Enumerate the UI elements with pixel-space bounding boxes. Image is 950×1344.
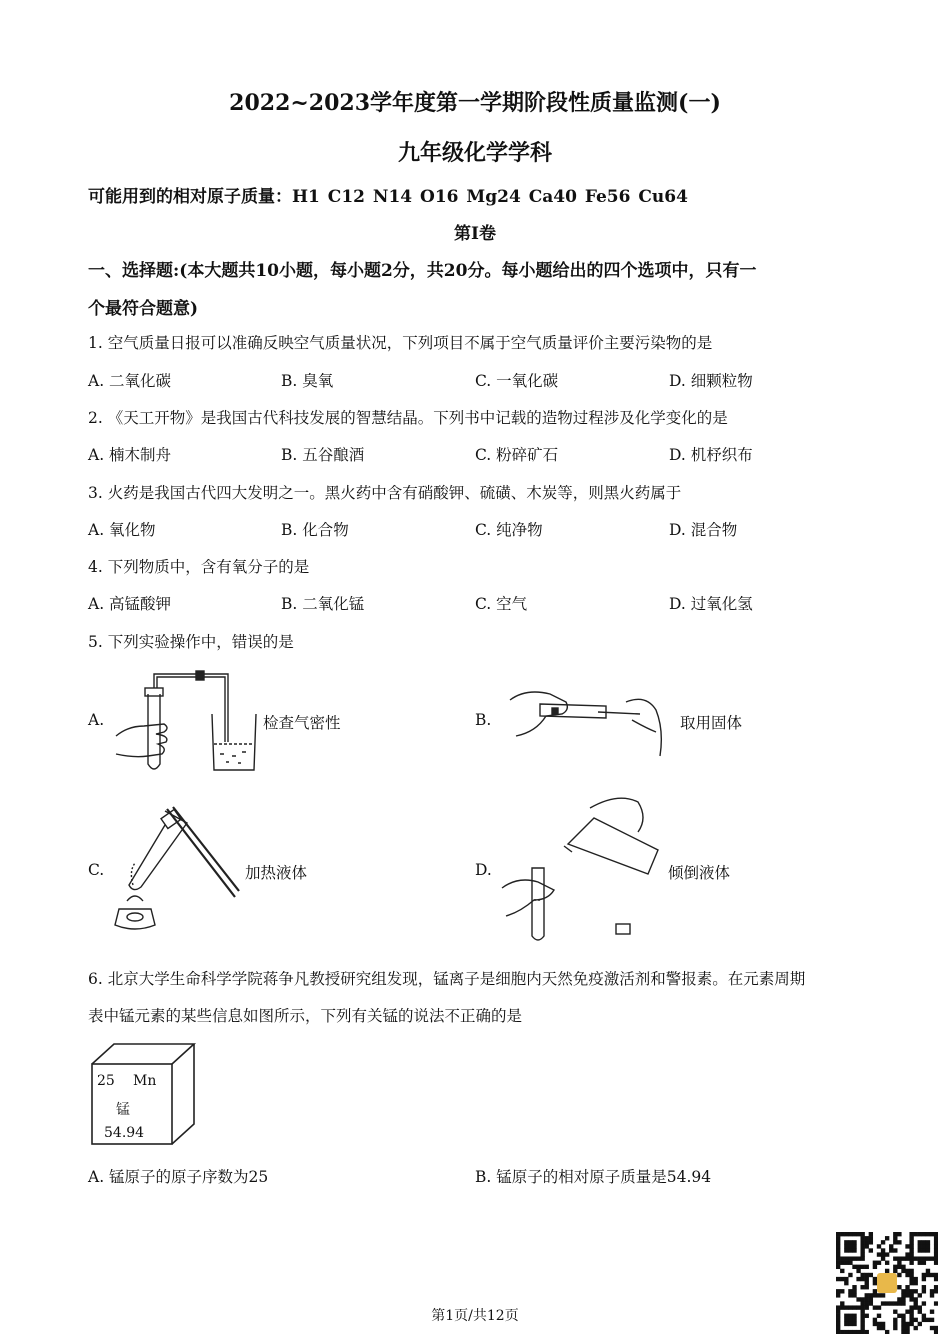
qr-module — [877, 1252, 881, 1256]
qr-module — [934, 1277, 938, 1281]
qr-module — [930, 1326, 934, 1330]
qr-module — [856, 1297, 860, 1301]
qr-module — [922, 1277, 926, 1281]
question-2-option-a: A. 楠木制舟 — [88, 446, 172, 464]
qr-module — [926, 1256, 930, 1260]
qr-module — [934, 1236, 938, 1240]
qr-module — [905, 1273, 909, 1277]
qr-module — [909, 1277, 913, 1281]
qr-module — [844, 1261, 848, 1265]
qr-module — [836, 1252, 840, 1256]
question-2-option-d: D. 机杼织布 — [669, 446, 753, 464]
qr-module — [840, 1256, 844, 1260]
qr-module — [909, 1261, 913, 1265]
qr-module — [860, 1297, 864, 1301]
qr-module — [897, 1256, 901, 1260]
question-5-stem: 5. 下列实验操作中，错误的是 — [88, 633, 294, 651]
qr-module — [860, 1277, 864, 1281]
qr-module — [893, 1240, 897, 1244]
qr-module — [860, 1252, 864, 1256]
section-heading-line2: 个最符合题意) — [88, 299, 199, 319]
qr-module — [909, 1248, 913, 1252]
qr-module — [901, 1297, 905, 1301]
qr-module — [889, 1244, 893, 1248]
qr-module — [922, 1248, 926, 1252]
qr-module — [934, 1261, 938, 1265]
qr-module — [844, 1232, 848, 1236]
qr-module — [873, 1277, 877, 1281]
question-5-option-a-caption: 检查气密性 — [263, 714, 341, 732]
qr-module — [922, 1256, 926, 1260]
qr-module — [901, 1326, 905, 1330]
qr-module — [909, 1293, 913, 1297]
qr-module — [909, 1281, 913, 1285]
qr-module — [914, 1281, 918, 1285]
question-5-option-a-letter: A. — [88, 711, 105, 729]
qr-module — [905, 1330, 909, 1334]
qr-module — [885, 1236, 889, 1240]
qr-module — [860, 1232, 864, 1236]
qr-module — [860, 1244, 864, 1248]
qr-module — [914, 1277, 918, 1281]
qr-module — [909, 1252, 913, 1256]
qr-module — [836, 1289, 840, 1293]
qr-module — [905, 1244, 909, 1248]
question-5-option-d-letter: D. — [475, 861, 492, 879]
qr-module — [840, 1289, 844, 1293]
question-3-option-c: C. 纯净物 — [475, 521, 543, 539]
qr-module — [881, 1293, 885, 1297]
question-4-option-b: B. 二氧化锰 — [281, 595, 365, 613]
qr-module — [852, 1293, 856, 1297]
qr-module — [844, 1240, 848, 1244]
qr-module — [893, 1265, 897, 1269]
question-1-option-b: B. 臭氧 — [281, 372, 334, 390]
qr-module — [865, 1240, 869, 1244]
question-4-stem: 4. 下列物质中，含有氧分子的是 — [88, 558, 310, 576]
qr-module — [856, 1277, 860, 1281]
qr-module — [852, 1240, 856, 1244]
qr-module — [905, 1326, 909, 1330]
page-number: 第1页/共12页 — [431, 1308, 519, 1324]
qr-module — [865, 1293, 869, 1297]
section-heading-line1: 一、选择题:(本大题共10小题，每小题2分，共20分。每小题给出的四个选项中，只有一 — [88, 261, 757, 281]
question-4-option-a: A. 高锰酸钾 — [88, 595, 172, 613]
qr-module — [885, 1252, 889, 1256]
qr-module — [844, 1244, 848, 1248]
qr-module — [869, 1240, 873, 1244]
exam-title: 2022~2023学年度第一学期阶段性质量监测(一) — [229, 90, 721, 116]
qr-module — [873, 1281, 877, 1285]
question-6-option-b: B. 锰原子的相对原子质量是54.94 — [475, 1168, 712, 1186]
qr-module — [848, 1232, 852, 1236]
question-5-option-c-caption: 加热液体 — [245, 864, 308, 882]
qr-module — [865, 1330, 869, 1334]
qr-module — [836, 1261, 840, 1265]
qr-module — [893, 1236, 897, 1240]
qr-module — [869, 1297, 873, 1301]
question-2-stem: 2. 《天工开物》是我国古代科技发展的智慧结晶。下列书中记载的造物过程涉及化学变化的是 — [88, 409, 728, 427]
qr-module — [914, 1256, 918, 1260]
qr-module — [901, 1289, 905, 1293]
qr-module — [909, 1244, 913, 1248]
qr-module — [909, 1256, 913, 1260]
qr-module — [852, 1256, 856, 1260]
qr-module — [909, 1269, 913, 1273]
qr-module — [877, 1293, 881, 1297]
qr-module — [918, 1248, 922, 1252]
qr-module — [909, 1240, 913, 1244]
qr-module — [865, 1277, 869, 1281]
qr-module — [852, 1248, 856, 1252]
qr-module — [865, 1244, 869, 1248]
qr-module — [856, 1232, 860, 1236]
qr-module — [885, 1261, 889, 1265]
qr-module — [860, 1326, 864, 1330]
qr-module — [873, 1293, 877, 1297]
qr-module — [897, 1232, 901, 1236]
qr-module — [836, 1248, 840, 1252]
question-1-stem: 1. 空气质量日报可以准确反映空气质量状况，下列项目不属于空气质量评价主要污染物的是 — [88, 334, 713, 352]
question-1-option-c: C. 一氧化碳 — [475, 372, 559, 390]
qr-module — [926, 1244, 930, 1248]
qr-module — [860, 1236, 864, 1240]
qr-module — [881, 1326, 885, 1330]
qr-module — [926, 1269, 930, 1273]
qr-module — [914, 1297, 918, 1301]
qr-module — [901, 1256, 905, 1260]
qr-module — [869, 1273, 873, 1277]
qr-module — [848, 1289, 852, 1293]
qr-module — [840, 1261, 844, 1265]
qr-module — [881, 1256, 885, 1260]
qr-module — [934, 1252, 938, 1256]
qr-module — [901, 1265, 905, 1269]
qr-module — [893, 1232, 897, 1236]
qr-module — [844, 1256, 848, 1260]
qr-module — [836, 1330, 840, 1334]
qr-module — [881, 1240, 885, 1244]
qr-module — [926, 1232, 930, 1236]
qr-module — [840, 1277, 844, 1281]
qr-module — [848, 1330, 852, 1334]
question-4-option-c: C. 空气 — [475, 595, 528, 613]
qr-module — [865, 1285, 869, 1289]
qr-module — [926, 1248, 930, 1252]
qr-module — [901, 1330, 905, 1334]
question-4-option-d: D. 过氧化氢 — [669, 595, 753, 613]
qr-module — [856, 1269, 860, 1273]
question-5-option-d-caption: 倾倒液体 — [668, 864, 731, 882]
qr-module — [930, 1293, 934, 1297]
question-3-option-a: A. 氧化物 — [88, 521, 156, 539]
qr-module — [873, 1265, 877, 1269]
qr-module — [852, 1244, 856, 1248]
heat-liquid-illustration — [105, 805, 240, 933]
qr-module — [848, 1248, 852, 1252]
question-2-option-c: C. 粉碎矿石 — [475, 446, 559, 464]
qr-module — [844, 1330, 848, 1334]
qr-module — [934, 1256, 938, 1260]
qr-module — [918, 1293, 922, 1297]
qr-module — [852, 1265, 856, 1269]
qr-module — [905, 1285, 909, 1289]
qr-module — [934, 1232, 938, 1236]
question-6-stem-line1: 6. 北京大学生命科学学院蒋争凡教授研究组发现，锰离子是细胞内天然免疫激活剂和警报素。在元素周期 — [88, 970, 806, 988]
element-atomic-mass: 54.94 — [104, 1125, 145, 1141]
question-1-option-a: A. 二氧化碳 — [88, 372, 172, 390]
qr-module — [852, 1289, 856, 1293]
qr-module — [893, 1248, 897, 1252]
qr-module — [836, 1326, 840, 1330]
qr-module — [914, 1289, 918, 1293]
qr-module — [856, 1256, 860, 1260]
qr-module — [865, 1281, 869, 1285]
qr-module — [897, 1261, 901, 1265]
qr-module — [905, 1269, 909, 1273]
question-3-stem: 3. 火药是我国古代四大发明之一。黑火药中含有硝酸钾、硫磺、木炭等，则黑火药属于 — [88, 484, 682, 502]
qr-module — [873, 1289, 877, 1293]
question-6-option-a: A. 锰原子的原子序数为25 — [88, 1168, 269, 1186]
qr-module — [836, 1244, 840, 1248]
qr-module — [897, 1273, 901, 1277]
qr-module — [934, 1244, 938, 1248]
qr-module — [869, 1236, 873, 1240]
qr-module — [877, 1326, 881, 1330]
qr-module — [860, 1330, 864, 1334]
qr-module — [901, 1269, 905, 1273]
atomic-masses: 可能用到的相对原子质量：H1 C12 N14 O16 Mg24 Ca40 Fe56 Cu64 — [88, 187, 688, 207]
qr-module — [836, 1277, 840, 1281]
qr-module — [860, 1256, 864, 1260]
qr-module — [860, 1240, 864, 1244]
qr-module — [840, 1330, 844, 1334]
qr-module — [860, 1265, 864, 1269]
qr-module — [865, 1297, 869, 1301]
question-3-option-d: D. 混合物 — [669, 521, 738, 539]
qr-module — [905, 1252, 909, 1256]
volume-label: 第I卷 — [454, 224, 496, 244]
qr-module — [922, 1285, 926, 1289]
qr-module — [922, 1273, 926, 1277]
question-3-option-b: B. 化合物 — [281, 521, 349, 539]
qr-module — [909, 1236, 913, 1240]
qr-module — [836, 1236, 840, 1240]
qr-module — [840, 1232, 844, 1236]
qr-module — [836, 1265, 840, 1269]
element-atomic-number: 25 — [97, 1073, 115, 1089]
qr-module — [922, 1240, 926, 1244]
qr-module — [865, 1265, 869, 1269]
qr-module — [869, 1248, 873, 1252]
qr-module — [889, 1248, 893, 1252]
qr-module — [860, 1248, 864, 1252]
question-5-option-c-letter: C. — [88, 861, 105, 879]
qr-module — [897, 1265, 901, 1269]
qr-module — [848, 1293, 852, 1297]
qr-module — [865, 1273, 869, 1277]
qr-module — [836, 1293, 840, 1297]
qr-module — [934, 1285, 938, 1289]
qr-module — [905, 1289, 909, 1293]
qr-module — [856, 1265, 860, 1269]
qr-module — [865, 1236, 869, 1240]
take-solid-illustration — [506, 680, 671, 762]
qr-module — [914, 1232, 918, 1236]
qr-module — [918, 1240, 922, 1244]
qr-module — [893, 1256, 897, 1260]
qr-module — [934, 1248, 938, 1252]
qr-module — [860, 1285, 864, 1289]
qr-module — [873, 1261, 877, 1265]
qr-module — [897, 1297, 901, 1301]
qr-module — [848, 1256, 852, 1260]
qr-module — [852, 1232, 856, 1236]
qr-module — [885, 1269, 889, 1273]
qr-module — [840, 1269, 844, 1273]
question-2-option-b: B. 五谷酿酒 — [281, 446, 365, 464]
qr-module — [852, 1285, 856, 1289]
qr-module — [926, 1240, 930, 1244]
qr-module — [869, 1232, 873, 1236]
qr-module — [848, 1240, 852, 1244]
qr-module — [926, 1273, 930, 1277]
qr-module — [897, 1285, 901, 1289]
qr-module — [844, 1277, 848, 1281]
qr-module — [877, 1261, 881, 1265]
qr-module — [905, 1256, 909, 1260]
qr-module — [909, 1273, 913, 1277]
qr-module — [922, 1244, 926, 1248]
airtightness-check-illustration — [108, 664, 258, 776]
qr-module — [930, 1256, 934, 1260]
qr-module — [885, 1330, 889, 1334]
question-5-option-b-caption: 取用固体 — [680, 714, 743, 732]
qr-module — [918, 1261, 922, 1265]
qr-module — [922, 1289, 926, 1293]
qr-module — [905, 1293, 909, 1297]
qr-module — [909, 1232, 913, 1236]
qr-module — [922, 1232, 926, 1236]
qr-center-logo — [877, 1273, 897, 1293]
qr-module — [881, 1248, 885, 1252]
qr-module — [860, 1273, 864, 1277]
qr-module — [897, 1240, 901, 1244]
pour-liquid-illustration — [498, 788, 663, 950]
qr-module — [930, 1289, 934, 1293]
qr-module — [930, 1273, 934, 1277]
qr-module — [918, 1244, 922, 1248]
qr-module — [893, 1326, 897, 1330]
qr-module — [914, 1326, 918, 1330]
qr-module — [909, 1289, 913, 1293]
qr-module — [836, 1256, 840, 1260]
qr-module — [881, 1252, 885, 1256]
qr-module — [901, 1293, 905, 1297]
question-6-stem-line2: 表中锰元素的某些信息如图所示，下列有关锰的说法不正确的是 — [88, 1007, 523, 1025]
qr-module — [909, 1297, 913, 1301]
qr-module — [869, 1293, 873, 1297]
question-5-option-b-letter: B. — [475, 711, 492, 729]
qr-module — [836, 1240, 840, 1244]
qr-module — [856, 1330, 860, 1334]
qr-module — [852, 1330, 856, 1334]
qr-module — [918, 1232, 922, 1236]
qr-module — [934, 1273, 938, 1277]
question-1-option-d: D. 细颗粒物 — [669, 372, 753, 390]
subject-title: 九年级化学学科 — [397, 140, 552, 166]
element-name: 锰 — [116, 1102, 130, 1118]
qr-module — [848, 1244, 852, 1248]
qr-module — [844, 1248, 848, 1252]
qr-module — [848, 1261, 852, 1265]
element-symbol: Mn — [133, 1073, 157, 1089]
qr-module — [934, 1326, 938, 1330]
qr-module — [934, 1330, 938, 1334]
qr-module — [934, 1289, 938, 1293]
qr-module — [844, 1281, 848, 1285]
qr-module — [918, 1256, 922, 1260]
qr-module — [930, 1232, 934, 1236]
qr-module — [934, 1240, 938, 1244]
qr-module — [893, 1269, 897, 1273]
qr-module — [877, 1244, 881, 1248]
qr-module — [922, 1261, 926, 1265]
qr-module — [836, 1232, 840, 1236]
qr-module — [848, 1273, 852, 1277]
